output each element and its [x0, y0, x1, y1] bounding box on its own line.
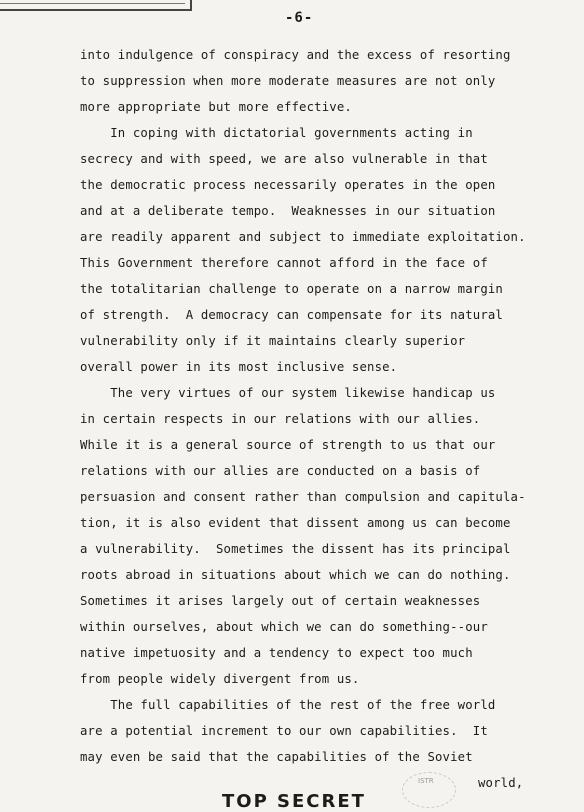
text-line: The very virtues of our system likewise handicap us	[80, 386, 496, 400]
text-line: The full capabilities of the rest of the free world	[80, 698, 496, 712]
text-line: more appropriate but more effective.	[80, 100, 352, 114]
text-line: This Government therefore cannot afford in the face of	[80, 256, 488, 270]
text-line: overall power in its most inclusive sense.	[80, 360, 398, 374]
text-line: vulnerability only if it maintains clearly superior	[80, 334, 466, 348]
text-line: Sometimes it arises largely out of certain weaknesses	[80, 594, 481, 608]
text-line: in certain respects in our relations with our allies.	[80, 412, 481, 426]
archive-stamp-text: ISTR	[418, 777, 434, 785]
text-line: within ourselves, about which we can do something--our	[80, 620, 488, 634]
text-line: from people widely divergent from us.	[80, 672, 360, 686]
text-line: are a potential increment to our own capabilities. It	[80, 724, 488, 738]
text-line: and at a deliberate tempo. Weaknesses in our situation	[80, 204, 496, 218]
corner-border-mark	[0, 0, 192, 11]
text-line: tion, it is also evident that dissent among us can become	[80, 516, 511, 530]
text-line: While it is a general source of strength to us that our	[80, 438, 496, 452]
text-line: to suppression when more moderate measures are not only	[80, 74, 496, 88]
text-line: a vulnerability. Sometimes the dissent has its principal	[80, 542, 511, 556]
text-line: the totalitarian challenge to operate on a narrow margin	[80, 282, 503, 296]
text-line: into indulgence of conspiracy and the excess of resorting	[80, 48, 511, 62]
page-number: -6-	[285, 10, 314, 26]
text-line: roots abroad in situations about which we can do nothing.	[80, 568, 511, 582]
catchword: world,	[478, 776, 524, 790]
text-line: secrecy and with speed, we are also vulnerable in that	[80, 152, 488, 166]
text-line: may even be said that the capabilities of the Soviet	[80, 750, 473, 764]
text-line: the democratic process necessarily operates in the open	[80, 178, 496, 192]
classification-marking: TOP SECRET	[222, 791, 366, 812]
text-line: relations with our allies are conducted on a basis of	[80, 464, 481, 478]
text-line: of strength. A democracy can compensate for its natural	[80, 308, 503, 322]
text-line: are readily apparent and subject to immediate exploitation.	[80, 230, 526, 244]
text-line: native impetuosity and a tendency to expect too much	[80, 646, 473, 660]
text-line: persuasion and consent rather than compulsion and capitula-	[80, 490, 526, 504]
text-line: In coping with dictatorial governments acting in	[80, 126, 473, 140]
